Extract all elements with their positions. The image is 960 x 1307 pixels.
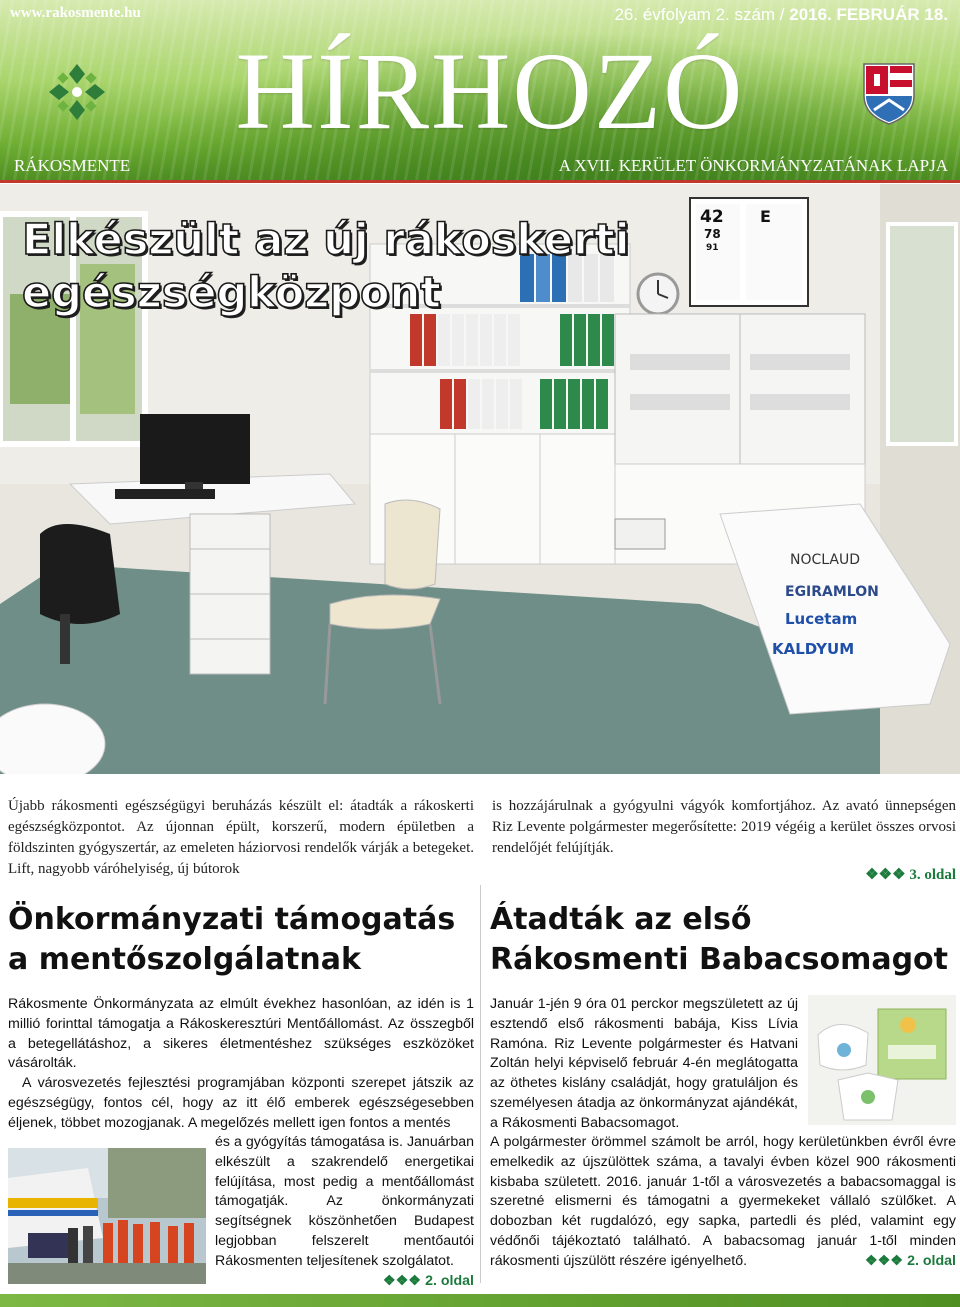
ambulance-paragraph-2-cont: és a gyógyítás támogatása is. Januárban elkészült a szakrendelő energetikai felújítása, most pedig a mentőállomást támogatják. Az önkormányzati segítségnek köszönhetően Budapest legjobban felszerelt mentőautói Rákosmenten teljesítenek szolgálatot.: [215, 1134, 474, 1269]
sheet-logo-3: Lucetam: [785, 610, 858, 628]
baby-continuation[interactable]: [865, 1252, 956, 1272]
ambulance-paragraph-1: Rákosmente Önkormányzata az elmúlt évekhez hasonlóan, az idén is 1 millió forinttal támogatja a Rákoskeresztúri Mentőállomást. Az összegből a betegellátáshoz, a sikeres életmentéshez szükséges eszközöket vásárolták.: [8, 996, 474, 1072]
newspaper-title: HÍRHOZÓ: [235, 30, 745, 152]
article-body-ambulance-top: [8, 995, 474, 1134]
article-body-baby-package: [490, 1133, 956, 1272]
lead-continuation[interactable]: [492, 865, 956, 886]
article-title-ambulance: Önkormányzati támogatás a mentőszolgálatnak: [8, 902, 456, 977]
article-body-ambulance-wrap: [215, 1133, 474, 1291]
ambulance-photo: [8, 1148, 206, 1284]
article-title-baby-package: Átadták az első Rákosmenti Babacsomagot: [490, 902, 948, 977]
masthead: [0, 0, 960, 180]
sheet-logo-2: EGIRAMLON: [785, 584, 879, 600]
article-body-baby-package-wrap: [490, 995, 798, 1134]
ambulance-page-ref[interactable]: 2. oldal: [425, 1272, 474, 1289]
baby-page-ref[interactable]: 2. oldal: [907, 1252, 956, 1269]
headline-line-2: egészségközpont: [22, 268, 441, 318]
header-divider: [0, 180, 960, 183]
site-url[interactable]: www.rakosmente.hu: [10, 5, 141, 21]
continue-arrows-icon: ❖❖❖: [382, 1272, 422, 1289]
lead-page-ref[interactable]: 3. oldal: [909, 867, 956, 883]
ambulance-paragraph-2: A városvezetés fejlesztési programjában központi szerepet játszik az egészségügy, fontos cél, hogy az itt élő emberek egészségesebben éljenek, többet mozogjanak. A megelőzés mellett igen fontos a mentés: [8, 1075, 474, 1131]
district-label: RÁKOSMENTE: [14, 156, 131, 175]
headline-line-1: Elkészült az új rákoskerti: [22, 215, 630, 265]
continue-arrows-icon: ❖❖❖: [864, 1252, 904, 1269]
eye-chart-e: E: [760, 207, 771, 226]
footer-bar: [0, 1294, 960, 1307]
sheet-logo-1: NOCLAUD: [790, 552, 860, 568]
baby-package-photo: [808, 995, 956, 1125]
column-divider: [480, 885, 481, 1283]
issue-number: 26. évfolyam 2. szám /: [614, 5, 785, 24]
main-headline: [22, 214, 629, 320]
lead-text-left: Újabb rákosmenti egészségügyi beruházás készült el: átadták a rákoskerti egészségközpontot. Az újonnan épült, korszerű, modern épületben a földszinten gyógyszertár, az emeleten háziorvosi rendelők várják a betegeket. Lift, nagyobb váróhelyiség, új bútorok: [8, 798, 474, 877]
publisher-label: A XVII. KERÜLET ÖNKORMÁNYZATÁNAK LAPJA: [558, 156, 948, 175]
eye-chart-row-3: 91: [706, 243, 719, 253]
lead-text-right-body: is hozzájárulnak a gyógyulni vágyók komfortjához. Az avató ünnepségen Riz Levente polgármester megerősítette: 2019 végéig a kerület összes orvosi rendelőjét felújítják.: [492, 798, 956, 856]
issue-date: 2016. FEBRUÁR 18.: [789, 5, 948, 24]
continue-arrows-icon: ❖❖❖: [865, 867, 906, 883]
eye-chart-row-2: 78: [704, 227, 721, 241]
lead-text-right: [492, 796, 956, 886]
ambulance-continuation[interactable]: [383, 1272, 474, 1292]
baby-paragraph-2: A polgármester örömmel számolt be arról, hogy kerületünkben évről évre emelkedik az újszülöttek száma, a tavalyi évben közel 900 rákosmenti kisbaba született. 2016. január 1-től a városvezetés a babacsomaggal is szeretné elismerni és támogatni a gyermekeket vállaló szülőket. A dobozban két rugdalózó, egy sapka, partedli és pléd, valamint egy védőnői tájékoztató található. A babacsomag január 1-től minden rákosmenti újszülött részére igényelhető.: [490, 1134, 956, 1269]
clover-logo-icon: [45, 60, 109, 124]
eye-chart-row-1: 42: [700, 207, 724, 227]
sheet-logo-4: KALDYUM: [772, 640, 855, 658]
baby-paragraph-1: Január 1-jén 9 óra 01 perckor megszületett az új esztendő első rákosmenti babája, Kiss Lívia Ramóna. Riz Levente polgármester és Hatvani Zoltán helyi képviselő február 4-én meglátogatta az öthetes kislány családját, hogy gratuláljon és személyesen átadja az önkormányzat ajándékát, a Rákosmenti Babacsomagot.: [490, 996, 798, 1131]
coat-of-arms-icon: [860, 60, 918, 126]
issue-info: [614, 5, 948, 25]
